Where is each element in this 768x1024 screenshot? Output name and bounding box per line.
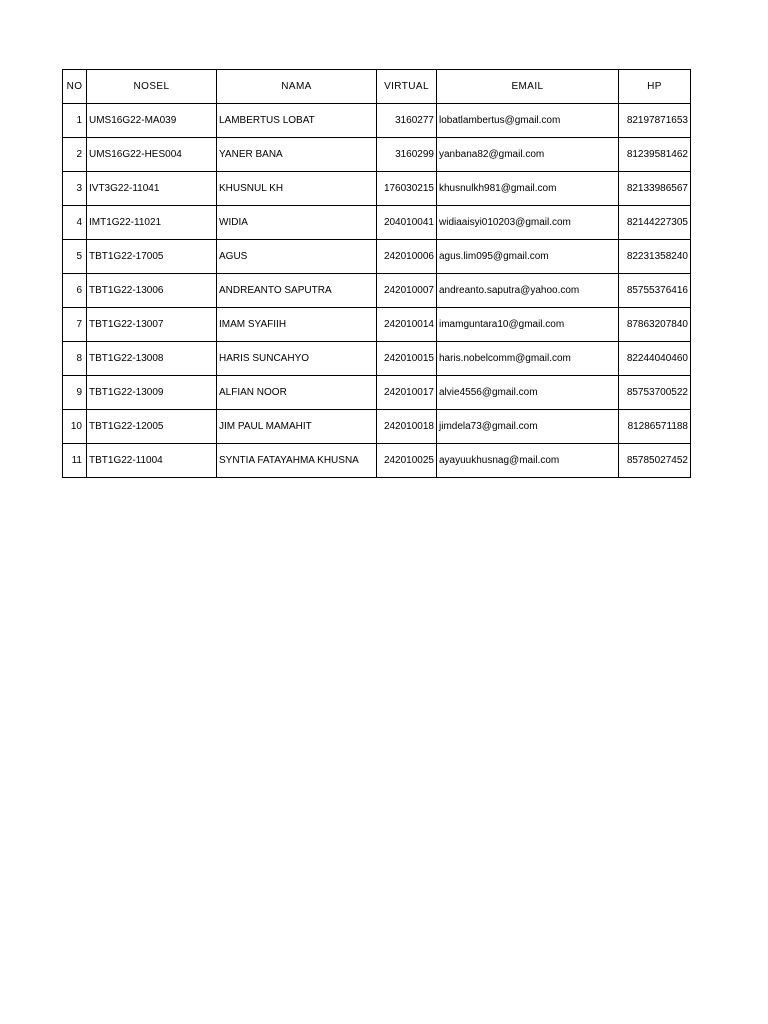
table-body — [63, 104, 691, 478]
table-row — [63, 274, 691, 308]
header-nama: NAMA — [217, 70, 377, 104]
cell-nosel: TBT1G22-12005 — [87, 410, 217, 444]
cell-nosel: TBT1G22-13009 — [87, 376, 217, 410]
cell-hp: 81239581462 — [619, 138, 691, 172]
cell-hp: 85785027452 — [619, 444, 691, 478]
cell-virtual: 204010041 — [377, 206, 437, 240]
cell-hp: 85753700522 — [619, 376, 691, 410]
cell-nama: JIM PAUL MAMAHIT — [217, 410, 377, 444]
table-row — [63, 240, 691, 274]
cell-hp: 82144227305 — [619, 206, 691, 240]
cell-hp: 82231358240 — [619, 240, 691, 274]
table-row — [63, 342, 691, 376]
cell-no: 1 — [63, 104, 87, 138]
cell-email: haris.nobelcomm@gmail.com — [437, 342, 619, 376]
cell-nama: KHUSNUL KH — [217, 172, 377, 206]
cell-email: ayayuukhusnag@mail.com — [437, 444, 619, 478]
cell-nosel: UMS16G22-HES004 — [87, 138, 217, 172]
table-row — [63, 172, 691, 206]
cell-nama: SYNTIA FATAYAHMA KHUSNA — [217, 444, 377, 478]
cell-nama: IMAM SYAFIIH — [217, 308, 377, 342]
cell-nosel: TBT1G22-13007 — [87, 308, 217, 342]
table-row — [63, 410, 691, 444]
cell-virtual: 242010007 — [377, 274, 437, 308]
header-no: NO — [63, 70, 87, 104]
cell-hp: 82133986567 — [619, 172, 691, 206]
cell-no: 4 — [63, 206, 87, 240]
table-row — [63, 104, 691, 138]
header-email: EMAIL — [437, 70, 619, 104]
cell-email: yanbana82@gmail.com — [437, 138, 619, 172]
cell-virtual: 242010025 — [377, 444, 437, 478]
cell-email: jimdela73@gmail.com — [437, 410, 619, 444]
cell-virtual: 242010018 — [377, 410, 437, 444]
cell-no: 10 — [63, 410, 87, 444]
cell-no: 5 — [63, 240, 87, 274]
header-virtual: VIRTUAL — [377, 70, 437, 104]
cell-nosel: TBT1G22-13006 — [87, 274, 217, 308]
table-row — [63, 376, 691, 410]
cell-no: 9 — [63, 376, 87, 410]
header-nosel: NOSEL — [87, 70, 217, 104]
cell-hp: 82197871653 — [619, 104, 691, 138]
cell-nosel: TBT1G22-11004 — [87, 444, 217, 478]
header-hp: HP — [619, 70, 691, 104]
cell-no: 8 — [63, 342, 87, 376]
cell-nama: AGUS — [217, 240, 377, 274]
cell-virtual: 242010006 — [377, 240, 437, 274]
participant-table — [62, 69, 691, 478]
cell-virtual: 242010014 — [377, 308, 437, 342]
table-row — [63, 138, 691, 172]
cell-email: agus.lim095@gmail.com — [437, 240, 619, 274]
cell-no: 3 — [63, 172, 87, 206]
cell-nosel: UMS16G22-MA039 — [87, 104, 217, 138]
cell-nosel: TBT1G22-13008 — [87, 342, 217, 376]
cell-virtual: 3160299 — [377, 138, 437, 172]
cell-virtual: 176030215 — [377, 172, 437, 206]
cell-hp: 87863207840 — [619, 308, 691, 342]
cell-nama: WIDIA — [217, 206, 377, 240]
cell-nama: LAMBERTUS LOBAT — [217, 104, 377, 138]
cell-nosel: IVT3G22-11041 — [87, 172, 217, 206]
cell-no: 2 — [63, 138, 87, 172]
table-row — [63, 308, 691, 342]
cell-hp: 85755376416 — [619, 274, 691, 308]
cell-email: andreanto.saputra@yahoo.com — [437, 274, 619, 308]
table-row — [63, 206, 691, 240]
cell-virtual: 3160277 — [377, 104, 437, 138]
cell-email: imamguntara10@gmail.com — [437, 308, 619, 342]
cell-no: 6 — [63, 274, 87, 308]
cell-virtual: 242010015 — [377, 342, 437, 376]
cell-email: widiaaisyi010203@gmail.com — [437, 206, 619, 240]
cell-nosel: TBT1G22-17005 — [87, 240, 217, 274]
cell-email: khusnulkh981@gmail.com — [437, 172, 619, 206]
cell-nama: ANDREANTO SAPUTRA — [217, 274, 377, 308]
cell-email: alvie4556@gmail.com — [437, 376, 619, 410]
cell-nama: YANER BANA — [217, 138, 377, 172]
cell-hp: 82244040460 — [619, 342, 691, 376]
table-row — [63, 444, 691, 478]
cell-email: lobatlambertus@gmail.com — [437, 104, 619, 138]
cell-no: 11 — [63, 444, 87, 478]
header-row — [63, 70, 691, 104]
cell-nosel: IMT1G22-11021 — [87, 206, 217, 240]
cell-nama: HARIS SUNCAHYO — [217, 342, 377, 376]
data-sheet — [62, 69, 691, 478]
cell-hp: 81286571188 — [619, 410, 691, 444]
cell-virtual: 242010017 — [377, 376, 437, 410]
cell-nama: ALFIAN NOOR — [217, 376, 377, 410]
cell-no: 7 — [63, 308, 87, 342]
